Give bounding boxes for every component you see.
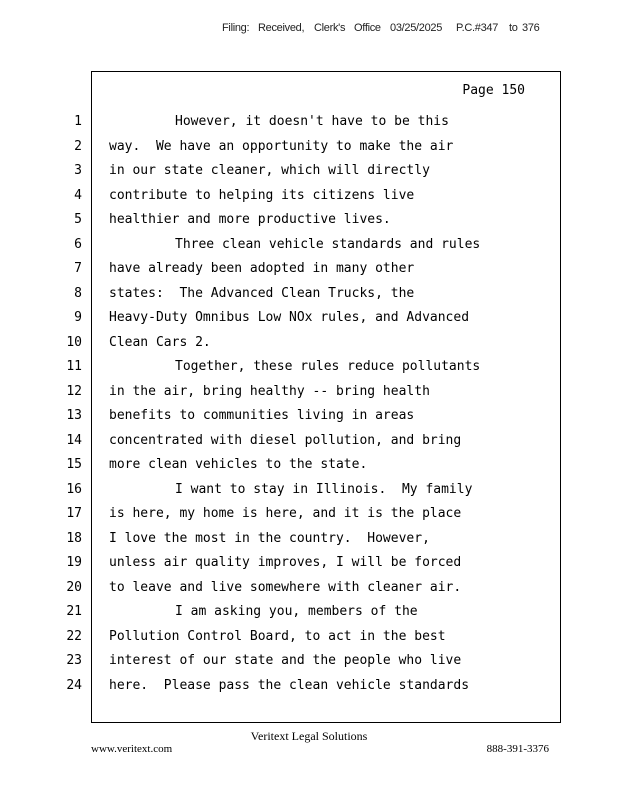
line-text: Three clean vehicle standards and rules — [175, 236, 481, 252]
line-text: healthier and more productive lives. — [109, 212, 391, 227]
line-text: in our state cleaner, which will directly — [109, 163, 430, 178]
total-number: 376 — [522, 22, 540, 34]
line-text: benefits to communities living in areas — [109, 408, 415, 423]
line-number: 18 — [66, 530, 82, 546]
line-text: I love the most in the country. However, — [109, 530, 430, 546]
line-number: 24 — [66, 677, 82, 693]
line-text: Together, these rules reduce pollutants — [175, 359, 481, 374]
office-label: Office — [354, 22, 381, 34]
line-number: 3 — [74, 163, 82, 178]
line-number: 12 — [66, 383, 82, 399]
line-number: 19 — [66, 555, 82, 570]
line-text: states: The Advanced Clean Trucks, the — [109, 285, 415, 301]
line-text: is here, my home is here, and it is the place — [109, 506, 462, 521]
line-text: have already been adopted in many other — [109, 261, 415, 276]
footer-company: Veritext Legal Solutions — [250, 729, 368, 743]
line-number: 5 — [74, 212, 82, 227]
line-number: 15 — [66, 457, 82, 472]
line-number: 23 — [66, 653, 82, 668]
filing-label: Filing: — [222, 22, 250, 34]
to-label: to — [509, 22, 518, 34]
line-text: in the air, bring healthy -- bring health — [109, 383, 430, 399]
line-text: more clean vehicles to the state. — [109, 457, 368, 472]
line-text: I want to stay in Illinois. My family — [175, 481, 473, 497]
filing-date: 03/25/2025 — [390, 22, 443, 34]
line-number: 10 — [66, 334, 82, 350]
line-text: I am asking you, members of the — [175, 604, 418, 619]
line-text: Pollution Control Board, to act in the best — [109, 628, 446, 644]
footer-phone: 888-391-3376 — [486, 743, 549, 755]
line-number: 21 — [66, 604, 82, 619]
line-text: However, it doesn't have to be this — [175, 114, 449, 129]
footer-website: www.veritext.com — [91, 743, 173, 755]
line-number: 7 — [74, 261, 82, 276]
line-number: 4 — [74, 187, 82, 203]
line-text: way. We have an opportunity to make the air — [109, 138, 454, 154]
line-text: concentrated with diesel pollution, and bring — [109, 432, 462, 448]
line-number: 6 — [74, 236, 82, 252]
line-number: 8 — [74, 285, 82, 301]
line-number: 17 — [66, 506, 82, 521]
line-text: to leave and live somewhere with cleaner air. — [109, 579, 462, 595]
line-text: contribute to helping its citizens live — [109, 187, 415, 203]
received-label: Received, — [258, 22, 305, 34]
page-number: Page 150 — [462, 83, 525, 98]
line-number: 14 — [66, 432, 82, 448]
line-number: 16 — [66, 481, 82, 497]
line-number: 20 — [66, 579, 82, 595]
clerks-label: Clerk's — [314, 22, 346, 34]
line-number: 1 — [74, 114, 82, 129]
line-text: here. Please pass the clean vehicle standards — [109, 677, 470, 693]
line-number: 22 — [66, 628, 82, 644]
pc-number: P.C.#347 — [456, 22, 499, 34]
line-number: 11 — [66, 359, 82, 374]
filing-header — [0, 22, 618, 38]
line-text: Clean Cars 2. — [109, 334, 211, 350]
line-number: 2 — [74, 138, 82, 154]
line-text: interest of our state and the people who live — [109, 653, 462, 668]
line-text: unless air quality improves, I will be forced — [109, 555, 462, 570]
line-number: 9 — [74, 310, 82, 325]
line-text: Heavy-Duty Omnibus Low NOx rules, and Advanced — [109, 310, 470, 325]
line-number: 13 — [66, 408, 82, 423]
